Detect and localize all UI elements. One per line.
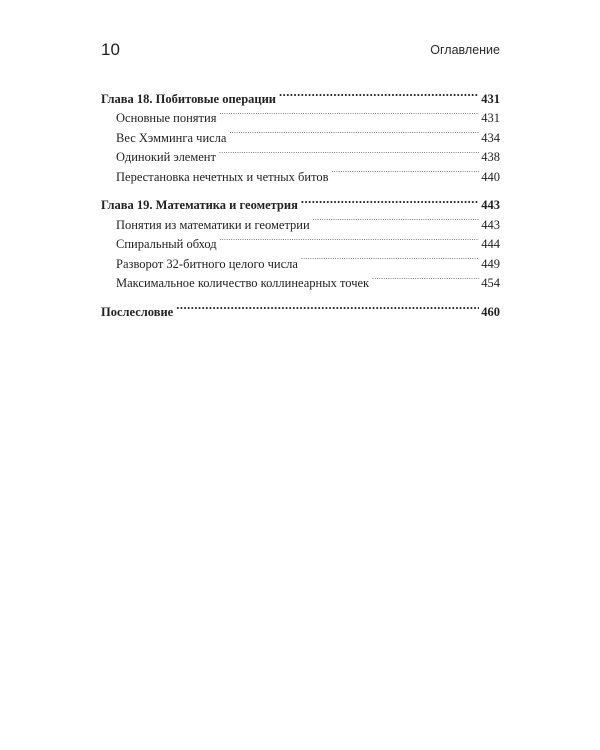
toc-chapter-page: 431 [481,91,500,106]
toc-section-title: Максимальное количество коллинеарных точек [116,276,370,290]
running-head: Оглавление [430,43,500,57]
toc-section-page: 438 [481,150,500,164]
dot-leader [313,209,480,229]
toc-chapter-title: Послесловие [101,304,174,319]
dot-leader [219,103,479,123]
dot-leader [176,296,479,316]
toc-chapter-title: Глава 18. Побитовые операции [101,91,277,106]
dot-leader [229,122,479,142]
toc-chapter-19[interactable] [101,190,500,210]
toc-section-page: 444 [481,237,500,251]
toc-section-title: Вес Хэмминга числа [116,130,227,145]
toc-chapter-title: Глава 19. Математика и геометрия [101,198,298,212]
dot-leader [301,248,479,268]
toc-chapter-page: 460 [481,304,500,319]
toc-section-page: 449 [481,256,500,271]
toc-section-page: 434 [481,130,500,145]
dot-leader [332,161,480,181]
toc-afterword[interactable] [101,296,500,319]
toc-section-title: Разворот 32-битного целого числа [116,256,298,271]
dot-leader [372,268,479,288]
toc-section-page: 440 [481,169,500,184]
dot-leader [279,83,479,103]
toc-section-title: Перестановка нечетных и четных битов [116,169,329,184]
page-number: 10 [101,40,120,59]
toc-section-title: Спиральный обход [116,237,217,251]
toc-section-title: Одинокий элемент [116,150,216,164]
toc-section-page: 454 [481,276,500,290]
dot-leader [301,190,479,210]
dot-leader [219,142,479,162]
dot-leader [220,229,480,249]
toc-section-page: 443 [481,217,500,232]
page-header [101,40,500,62]
toc-section-page: 431 [481,111,500,125]
toc-chapter-page: 443 [481,198,500,212]
toc-section-title: Основные понятия [116,111,217,125]
toc-chapter-18[interactable] [101,83,500,106]
table-of-contents [101,83,500,319]
toc-section-title: Понятия из математики и геометрии [116,217,310,232]
